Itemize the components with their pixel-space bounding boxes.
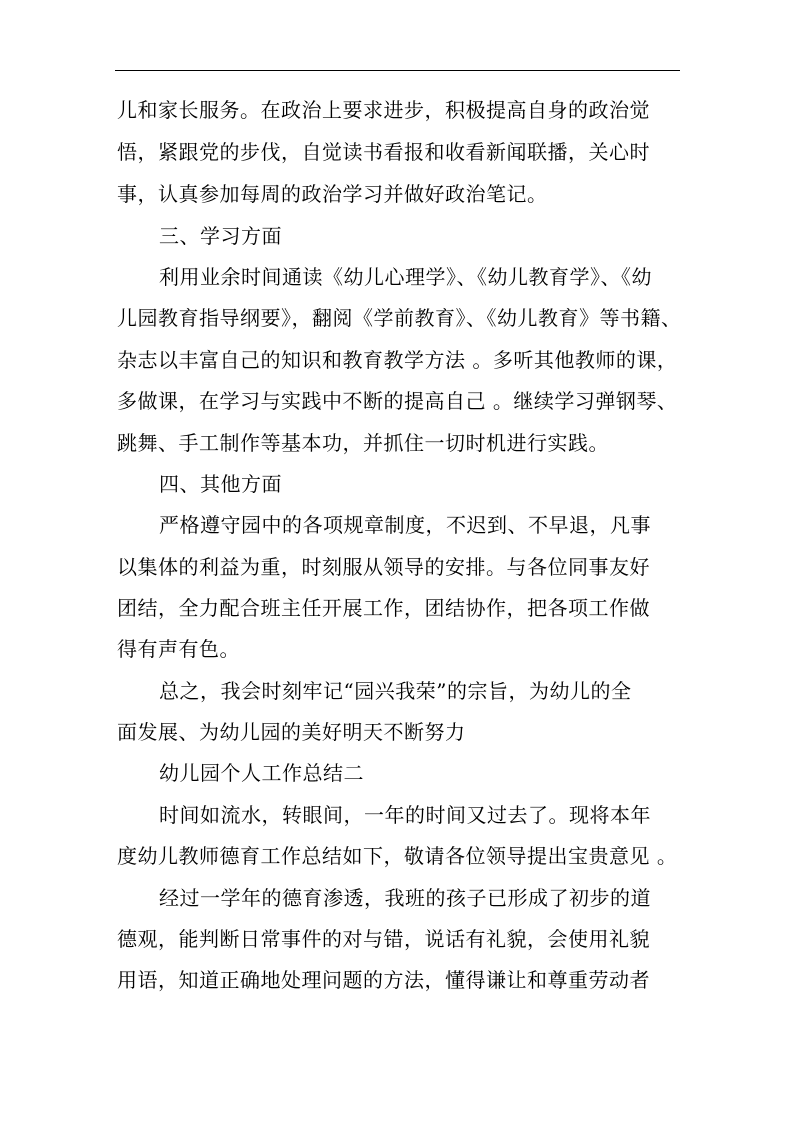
text-line: 面发展、为幼儿园的美好明天不断努力: [117, 720, 466, 744]
text-line: 跳舞、手工制作等基本功，并抓住一切时机进行实践。: [117, 431, 609, 455]
header-rule: [115, 70, 680, 71]
text-line: 时间如流水，转眼间，一年的时间又过去了。现将本年: [159, 803, 651, 827]
text-line: 多做课，在学习与实践中不断的提高自己 。继续学习弹钢琴、: [117, 389, 678, 413]
text-line: 悟，紧跟党的步伐，自觉读书看报和收看新闻联播，关心时: [117, 140, 650, 164]
text-line: 儿和家长服务。在政治上要求进步，积极提高自身的政治觉: [117, 98, 650, 122]
section-heading-other: 四、其他方面: [159, 472, 282, 496]
text-line: 德观，能判断日常事件的对与错，说话有礼貌，会使用礼貌: [117, 927, 650, 951]
text-line: 杂志以丰富自己的知识和教育教学方法 。多听其他教师的课，: [117, 348, 678, 372]
text-line: 经过一学年的德育渗透，我班的孩子已形成了初步的道: [159, 886, 651, 910]
text-line: 团结，全力配合班主任开展工作，团结协作，把各项工作做: [117, 596, 650, 620]
section-heading-study: 三、学习方面: [159, 224, 282, 248]
text-line: 严格遵守园中的各项规章制度，不迟到、不早退，凡事: [159, 513, 651, 537]
text-line: 用语，知道正确地处理问题的方法，懂得谦让和尊重劳动者: [117, 968, 650, 992]
text-line: 以集体的利益为重，时刻服从领导的安排。与各位同事友好: [117, 555, 650, 579]
text-line: 事，认真参加每周的政治学习并做好政治笔记。: [117, 182, 548, 206]
text-line: 总之，我会时刻牢记“园兴我荣”的宗旨，为幼儿的全: [159, 679, 632, 703]
text-line: 得有声有色。: [117, 637, 240, 661]
text-line: 度幼儿教师德育工作总结如下，敬请各位领导提出宝贵意见 。: [117, 844, 678, 868]
text-line: 利用业余时间通读《幼儿心理学》、《幼儿教育学》、《幼: [159, 265, 652, 289]
text-line: 儿园教育指导纲要》，翻阅《学前教育》、《幼儿教育》等书籍、: [117, 306, 682, 330]
section-title-summary-two: 幼儿园个人工作总结二: [159, 761, 364, 785]
